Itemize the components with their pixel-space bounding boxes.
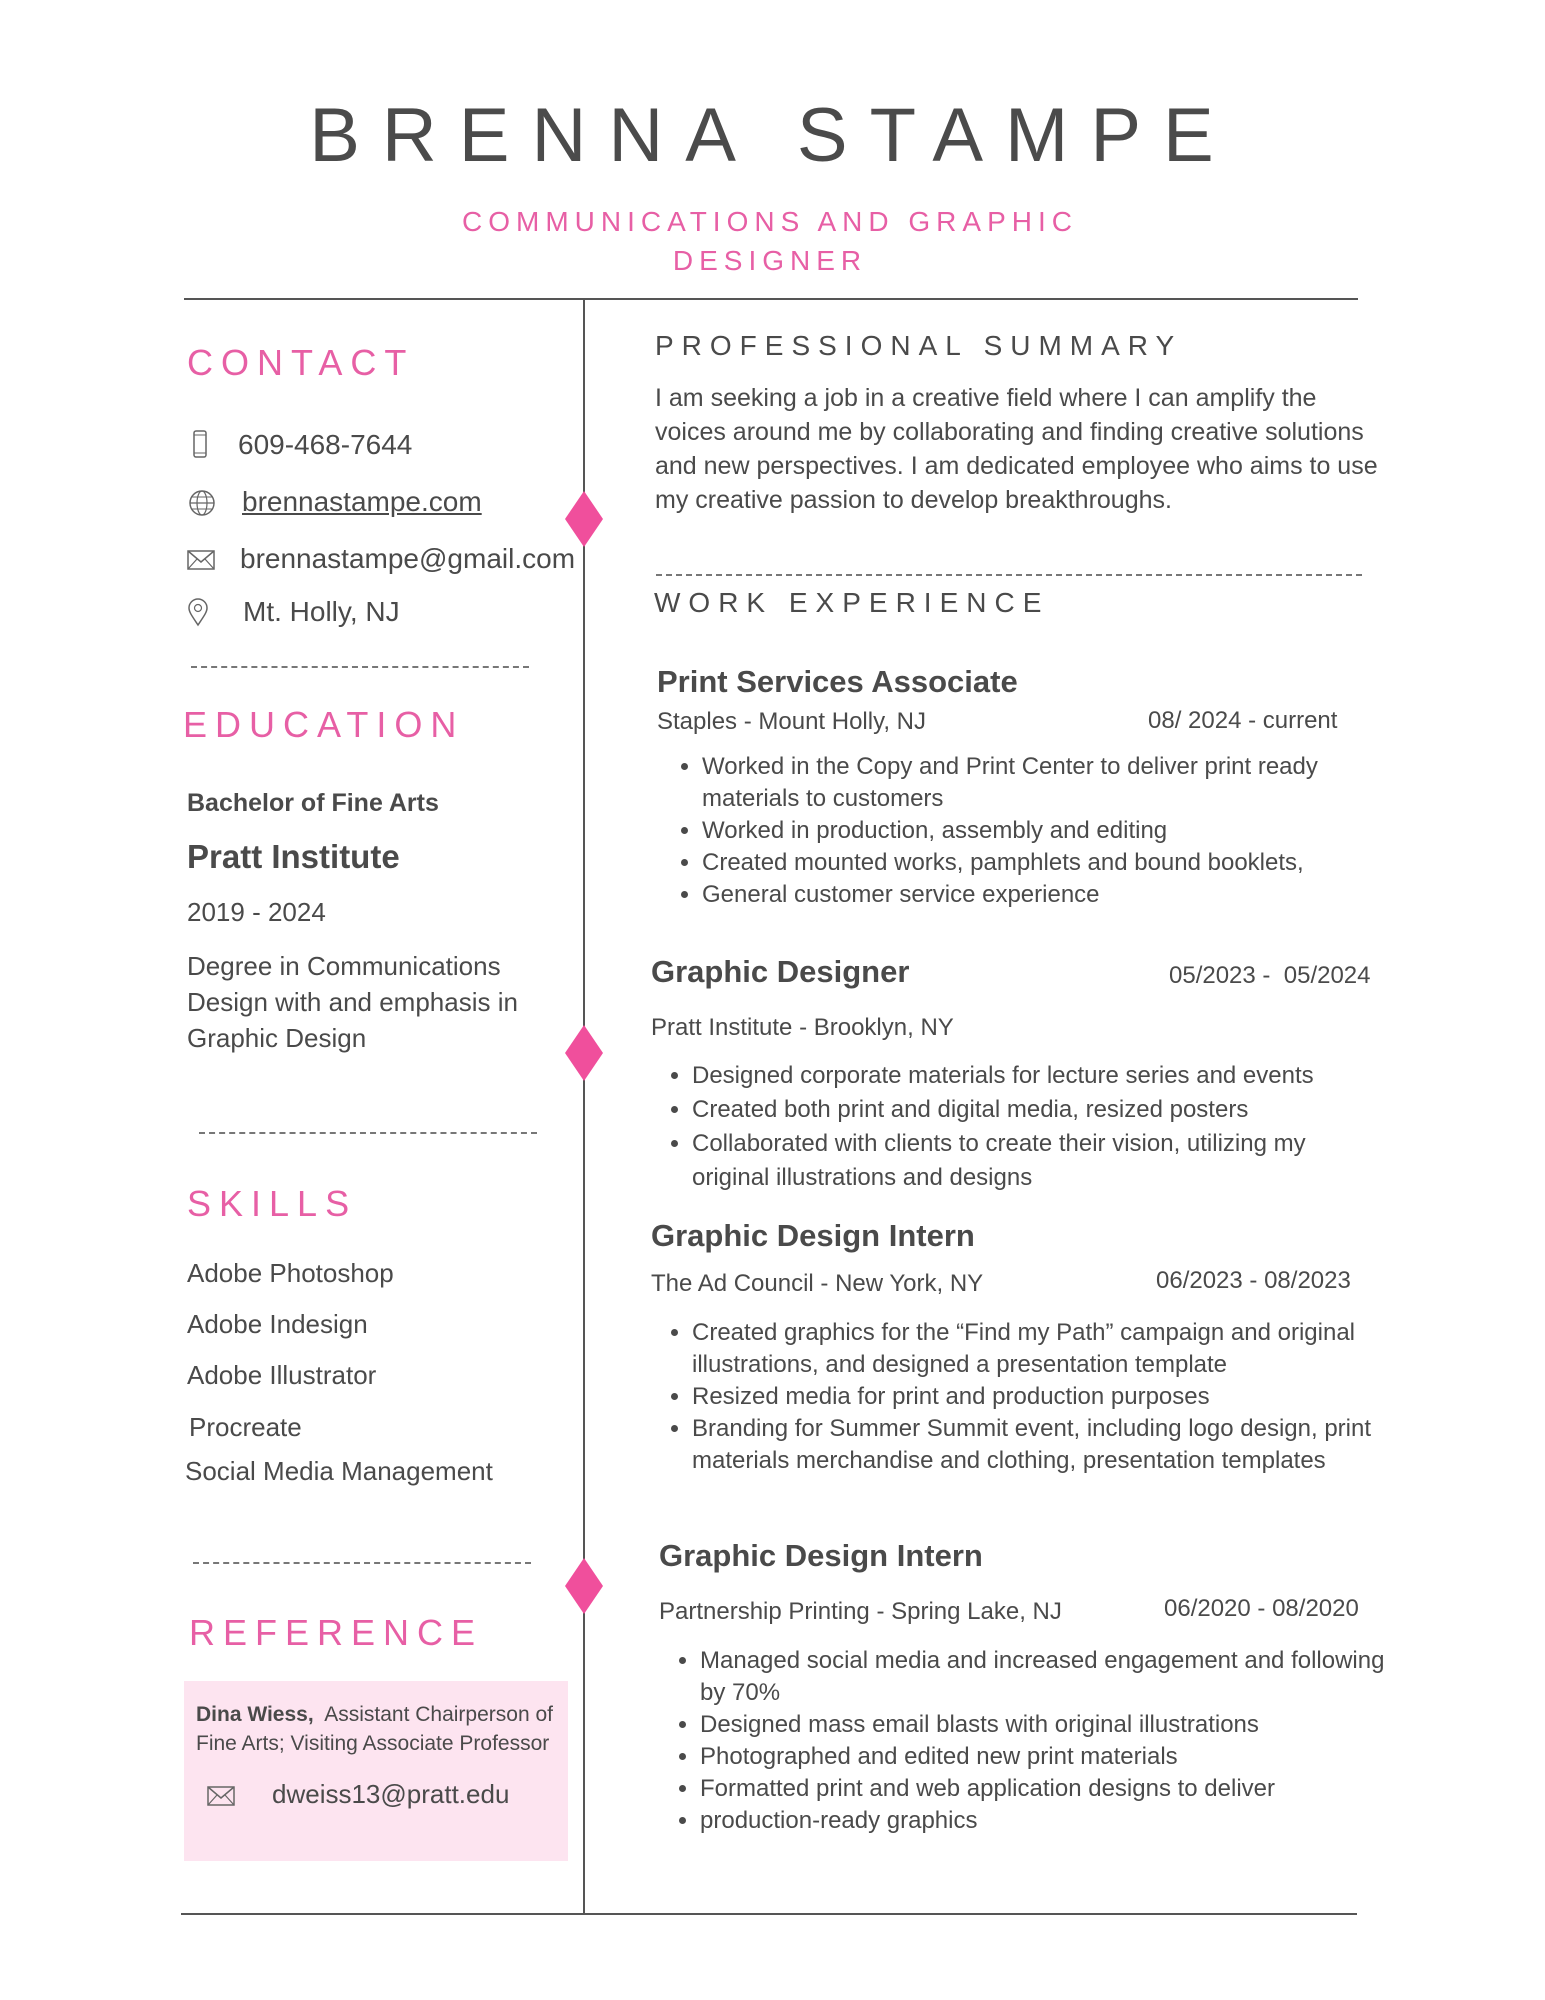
job-company: The Ad Council - New York, NY xyxy=(651,1270,984,1297)
mail-icon xyxy=(186,545,216,575)
job-bullet: • Branding for Summer Summit event, including logo design, print materials merchandise and clothing, presentation templates xyxy=(692,1413,1392,1477)
job-dates: 06/2023 - 08/2023 xyxy=(1156,1267,1351,1294)
job-bullet: • Designed mass email blasts with original illustrations xyxy=(700,1709,1390,1741)
skills-heading: SKILLS xyxy=(187,1183,358,1224)
job-bullet: • Created graphics for the “Find my Path” campaign and original illustrations, and designed a presentation template xyxy=(692,1317,1392,1381)
job-bullet: • Worked in the Copy and Print Center to deliver print ready materials to customers xyxy=(702,751,1382,815)
education-description xyxy=(187,948,518,1056)
education-school: Pratt Institute xyxy=(187,838,400,875)
reference-role: Assistant Chairperson of xyxy=(324,1703,553,1726)
job-bullets xyxy=(662,1317,1392,1477)
contact-website-link[interactable]: brennastampe.com xyxy=(242,486,482,517)
reference-role-line-2: Fine Arts; Visiting Associate Professor xyxy=(196,1732,550,1755)
job-bullet: • production-ready graphics xyxy=(700,1805,1390,1837)
mail-icon xyxy=(206,1781,236,1811)
job-bullet: • Worked in production, assembly and editing xyxy=(702,815,1382,847)
summary-text xyxy=(655,381,1378,517)
summary-line: I am seeking a job in a creative field where I can amplify the xyxy=(655,384,1317,412)
job-bullet: • Managed social media and increased engagement and following by 70% xyxy=(700,1645,1390,1709)
diamond-marker xyxy=(565,1558,603,1614)
reference-email[interactable]: dweiss13@pratt.edu xyxy=(272,1779,510,1809)
job-company: Pratt Institute - Brooklyn, NY xyxy=(651,1014,954,1041)
job-bullet: • Formatted print and web application designs to deliver xyxy=(700,1773,1390,1805)
job-company: Partnership Printing - Spring Lake, NJ xyxy=(659,1598,1062,1625)
section-divider xyxy=(656,574,1362,576)
job-bullets xyxy=(670,1645,1390,1837)
reference-line-1 xyxy=(196,1700,553,1729)
education-heading: EDUCATION xyxy=(183,704,465,745)
education-description-line: Graphic Design xyxy=(187,1023,367,1053)
job-bullets xyxy=(662,1059,1382,1195)
location-pin-icon xyxy=(183,597,213,627)
diamond-marker xyxy=(565,491,603,547)
skill-item: Adobe Illustrator xyxy=(187,1360,377,1390)
job-title: Print Services Associate xyxy=(657,664,1018,699)
resume-subtitle xyxy=(420,202,1120,280)
contact-location: Mt. Holly, NJ xyxy=(243,596,400,627)
subtitle-line-1: COMMUNICATIONS AND GRAPHIC xyxy=(462,206,1078,237)
job-company: Staples - Mount Holly, NJ xyxy=(657,708,926,735)
job-title: Graphic Designer xyxy=(651,954,910,989)
education-description-line: Degree in Communications xyxy=(187,951,501,981)
skill-item: Adobe Photoshop xyxy=(187,1258,394,1288)
section-divider xyxy=(191,666,529,668)
education-degree: Bachelor of Fine Arts xyxy=(187,789,439,817)
bottom-divider xyxy=(181,1913,1357,1915)
globe-icon xyxy=(187,488,217,518)
skill-item: Procreate xyxy=(189,1412,302,1442)
job-bullets xyxy=(672,751,1382,911)
summary-line: my creative passion to develop breakthroughs. xyxy=(655,486,1172,514)
job-title: Graphic Design Intern xyxy=(659,1538,983,1573)
education-years: 2019 - 2024 xyxy=(187,897,326,927)
job-bullet: • Resized media for print and production purposes xyxy=(692,1381,1392,1413)
job-bullet: • Collaborated with clients to create their vision, utilizing my original illustrations and designs xyxy=(692,1127,1382,1195)
job-dates: 05/2023 - 05/2024 xyxy=(1169,962,1371,989)
summary-heading: PROFESSIONAL SUMMARY xyxy=(655,330,1183,361)
job-title: Graphic Design Intern xyxy=(651,1218,975,1253)
job-dates: 06/2020 - 08/2020 xyxy=(1164,1595,1359,1622)
section-divider xyxy=(193,1562,531,1564)
reference-details xyxy=(196,1700,553,1758)
education-description-line: Design with and emphasis in xyxy=(187,987,518,1017)
skill-item: Social Media Management xyxy=(185,1456,493,1486)
contact-heading: CONTACT xyxy=(187,342,415,383)
section-divider xyxy=(199,1132,537,1134)
skill-item: Adobe Indesign xyxy=(187,1309,368,1339)
contact-email[interactable]: brennastampe@gmail.com xyxy=(240,543,576,574)
reference-name: Dina Wiess, xyxy=(196,1703,314,1726)
contact-phone[interactable]: 609-468-7644 xyxy=(238,429,413,460)
subtitle-line-2: DESIGNER xyxy=(672,245,868,276)
top-divider xyxy=(184,298,1358,300)
job-bullet: • General customer service experience xyxy=(702,879,1382,911)
diamond-marker xyxy=(565,1025,603,1081)
summary-line: voices around me by collaborating and finding creative solutions xyxy=(655,418,1364,446)
job-bullet: • Photographed and edited new print materials xyxy=(700,1741,1390,1773)
job-dates: 08/ 2024 - current xyxy=(1148,707,1338,734)
work-heading: WORK EXPERIENCE xyxy=(654,587,1050,618)
job-bullet: • Created both print and digital media, resized posters xyxy=(692,1093,1382,1127)
job-bullet: • Created mounted works, pamphlets and bound booklets, xyxy=(702,847,1382,879)
summary-line: and new perspectives. I am dedicated employee who aims to use xyxy=(655,452,1378,480)
resume-name: BRENNA STAMPE xyxy=(309,93,1236,178)
reference-heading: REFERENCE xyxy=(189,1612,484,1653)
phone-icon xyxy=(185,429,215,459)
job-bullet: • Designed corporate materials for lecture series and events xyxy=(692,1059,1382,1093)
